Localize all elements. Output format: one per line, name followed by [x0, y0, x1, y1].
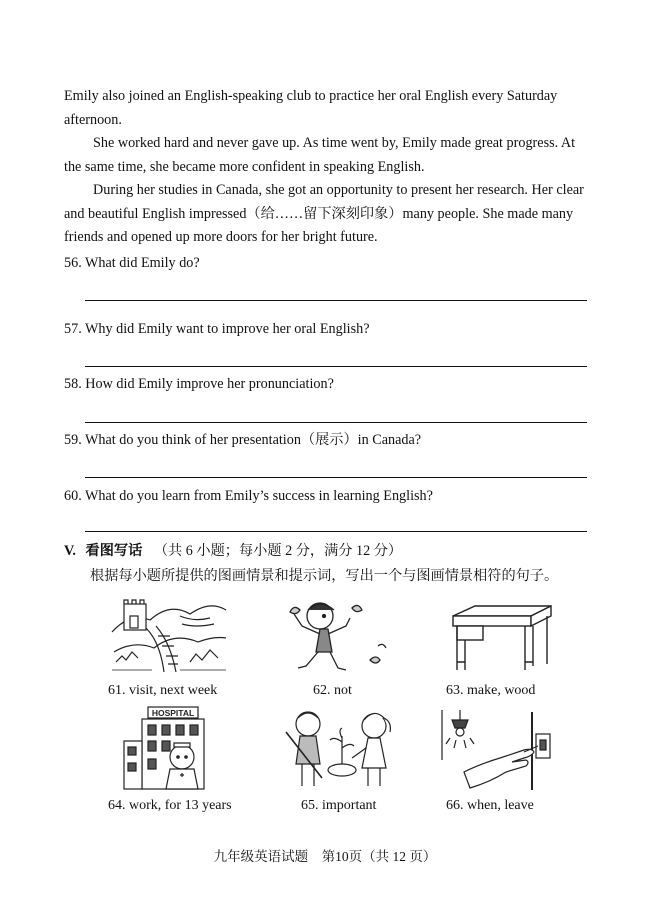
caption-65: 65. important: [301, 798, 377, 813]
great-wall-icon: [110, 592, 228, 674]
answer-line-57[interactable]: [85, 366, 587, 367]
passage-paragraph-1: Emily also joined an English-speaking club to practice her oral English every Saturday afternoon.: [64, 88, 558, 128]
caption-62: 62. not: [313, 683, 352, 698]
question-57: 57. Why did Emily want to improve her oral English?: [64, 321, 370, 337]
caption-61: 61. visit, next week: [108, 683, 218, 698]
section-note: （共 6 小题；每小题 2 分，满分 12 分）: [153, 543, 403, 559]
caption-63: 63. make, wood: [446, 683, 536, 698]
boy-littering-icon: [280, 596, 392, 678]
question-59: 59. What do you think of her presentation（展示）in Canada?: [64, 432, 422, 448]
section-heading: [64, 541, 402, 561]
question-60: 60. What do you learn from Emily’s success in learning English?: [64, 488, 433, 504]
hospital-sign: HOSPITAL: [151, 708, 195, 718]
section-title: 看图写话: [85, 543, 143, 559]
answer-line-58[interactable]: [85, 422, 587, 423]
caption-64: 64. work, for 13 years: [108, 798, 232, 813]
section-instruction: 根据每小题所提供的图画情景和提示词，写出一个与图画情景相符的句子。: [90, 568, 559, 584]
caption-66: 66. when, leave: [446, 798, 534, 813]
answer-line-59[interactable]: [85, 477, 587, 478]
hospital-nurse-icon: [120, 705, 218, 791]
hand-light-switch-icon: [440, 708, 556, 792]
section-number: V.: [64, 543, 76, 559]
children-planting-tree-icon: [282, 708, 400, 790]
answer-line-60[interactable]: [85, 531, 587, 532]
question-56: 56. What did Emily do?: [64, 255, 200, 271]
question-58: 58. How did Emily improve her pronunciation?: [64, 376, 334, 392]
passage-paragraph-2: She worked hard and never gave up. As time went by, Emily made great progress. At the same time, she became more confident in speaking English.: [64, 135, 576, 175]
answer-line-56[interactable]: [85, 300, 587, 301]
passage-paragraph-3: During her studies in Canada, she got an opportunity to present her research. Her clear and beautiful English impressed（给……留下深刻印象）many people. She made many friends and opened up more doors for her bright future.: [64, 182, 584, 245]
wooden-desk-icon: [445, 604, 557, 672]
page-footer: 九年级英语试题 第10页（共 12 页）: [213, 849, 437, 864]
